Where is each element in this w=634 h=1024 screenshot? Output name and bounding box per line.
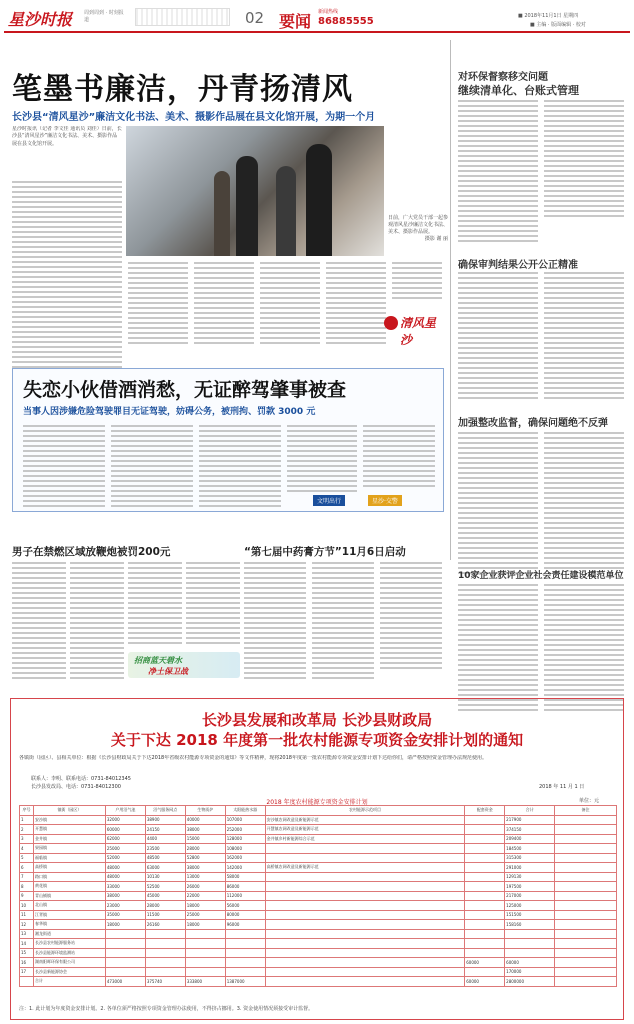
photo-caption [388, 215, 448, 243]
lead-body-text [12, 181, 122, 368]
table-header-cell: 配套资金 [465, 806, 505, 816]
table-cell [555, 815, 617, 825]
lead-byline: 星沙时报讯（记者 李文佳 通讯员 刘佳）日前，长沙县“清风星沙”廉洁文化书法、美术、摄影作品展在县文化馆开展。 [12, 126, 122, 147]
table-cell: 252000 [225, 825, 265, 835]
traffic-tag-2: 星沙·交警 [368, 495, 402, 506]
notice-title-line2: 关于下达 2018 年度第一批农村能源专项资金安排计划的通知 [110, 731, 524, 749]
table-cell: 63000 [145, 863, 185, 873]
drunk-subtitle: 当事人因涉嫌危险驾驶罪目无证驾驶，妨碍公务，被刑拘、罚款 3000 元 [23, 407, 316, 417]
table-cell [265, 901, 465, 911]
table-header-cell: 生物质炉 [185, 806, 225, 816]
table-cell: 129130 [505, 872, 555, 882]
table-cell: 1387000 [225, 977, 265, 987]
table-cell: 4 [20, 844, 34, 854]
newspaper-logo: 星沙时报 [8, 10, 73, 29]
table-cell: 15000 [185, 834, 225, 844]
table-cell [555, 853, 617, 863]
table-cell: 13000 [185, 872, 225, 882]
table-header-cell: 户用沼气池 [105, 806, 145, 816]
table-cell [465, 967, 505, 977]
oversight-body-col1 [458, 432, 538, 574]
table-cell: 5 [20, 853, 34, 863]
tcm-body-col2 [312, 562, 374, 679]
table-cell [465, 929, 505, 939]
table-row [20, 863, 617, 873]
tcm-body-col1 [244, 562, 306, 679]
tcm-body-col3 [380, 562, 442, 669]
table-cell: 18000 [185, 920, 225, 930]
table-cell [145, 967, 185, 977]
table-cell: 7 [20, 872, 34, 882]
table-cell: 金井镇 [33, 834, 105, 844]
table-cell [265, 844, 465, 854]
table-cell [555, 901, 617, 911]
table-cell [105, 958, 145, 968]
table-row [20, 872, 617, 882]
table-cell: 56000 [225, 901, 265, 911]
court-headline: 确保审判结果公开公正精准 [458, 260, 578, 271]
fireworks-body-col3 [128, 562, 182, 644]
table-cell: 40000 [185, 815, 225, 825]
table-cell [265, 920, 465, 930]
table-cell [465, 863, 505, 873]
table-cell: 125000 [505, 901, 555, 911]
table-cell: 108000 [225, 844, 265, 854]
table-cell [465, 815, 505, 825]
table-cell [225, 958, 265, 968]
table-cell [20, 977, 34, 987]
table-cell: 52500 [145, 882, 185, 892]
notice-intro: 各镇街（园区）、县相关单位：根据《长沙县财政局关于下达2018年省级农村能源专项资金的通知》等文件精神，现将2018年度第一批农村能源专项资金安排计划下达给你们，请严格按照资金管理办法规范使用。 [19, 755, 487, 761]
logo-subtitle: 周到周到 · 时刻报道 [84, 10, 124, 23]
drunk-headline: 失恋小伙借酒消愁，无证醉驾肇事被查 [23, 379, 347, 401]
lead-text-col1 [12, 126, 122, 368]
table-cell [185, 929, 225, 939]
table-cell: 151500 [505, 910, 555, 920]
oversight-body-col2 [544, 432, 624, 569]
table-cell: 107000 [225, 815, 265, 825]
table-cell: 217900 [505, 815, 555, 825]
table-cell: 60000 [505, 958, 555, 968]
table-row [20, 853, 617, 863]
table-cell [465, 853, 505, 863]
table-cell: 春华镇 [33, 920, 105, 930]
table-cell [265, 929, 465, 939]
table-cell [555, 910, 617, 920]
drunk-body-col3 [199, 425, 281, 507]
lead-body-col5 [326, 262, 386, 344]
table-cell: 18000 [105, 920, 145, 930]
table-cell [505, 939, 555, 949]
header-ornament [135, 8, 230, 26]
photo-figure [306, 144, 332, 256]
qingfeng-brand [384, 310, 446, 347]
table-cell [465, 939, 505, 949]
table-row [20, 948, 617, 958]
table-cell [265, 958, 465, 968]
table-cell: 3 [20, 834, 34, 844]
table-header-cell: 沼气服务网点 [145, 806, 185, 816]
table-cell: 197500 [505, 882, 555, 892]
table-cell [225, 939, 265, 949]
table-row [20, 882, 617, 892]
table-cell: 38000 [185, 863, 225, 873]
table-cell [465, 891, 505, 901]
drunk-body-col4 [287, 425, 357, 492]
table-cell: 209400 [505, 834, 555, 844]
table-cell [145, 939, 185, 949]
table-row [20, 825, 617, 835]
table-cell [225, 948, 265, 958]
table-cell: 38000 [185, 825, 225, 835]
table-cell: 25000 [185, 910, 225, 920]
table-cell: 11 [20, 910, 34, 920]
table-cell: 28000 [145, 901, 185, 911]
table-cell [265, 882, 465, 892]
table-cell [555, 958, 617, 968]
table-row [20, 844, 617, 854]
page-number: 02 [245, 9, 265, 27]
table-cell: 45000 [145, 891, 185, 901]
table-cell [555, 844, 617, 854]
notice-footnote: 注：1. 此计划为年度资金安排计划。2. 各单位须严格按照专项资金管理办法使用，不得挤占挪用。3. 资金使用情况须接受审计监督。 [19, 1006, 314, 1012]
campaign-slogan-2: 净土保卫战 [148, 667, 188, 676]
table-cell [105, 967, 145, 977]
table-cell: 48000 [105, 863, 145, 873]
table-cell: 184500 [505, 844, 555, 854]
env-headline-line2: 继续清单化、台账式管理 [458, 84, 579, 97]
table-cell: 福临镇 [33, 853, 105, 863]
table-row [20, 929, 617, 939]
table-cell: 60000 [465, 958, 505, 968]
table-cell [465, 901, 505, 911]
table-cell [265, 977, 465, 987]
drunk-driving-box [12, 368, 444, 512]
table-cell: 28000 [185, 844, 225, 854]
brand-label: 清风星沙 [400, 316, 437, 347]
section-title: 要闻 [279, 12, 312, 31]
env-headline-line1: 对环保督察移交问题 [458, 72, 548, 83]
table-cell [555, 929, 617, 939]
editor-line: ■ 主编 · 版面编辑 · 校对 [530, 22, 586, 28]
table-cell [555, 825, 617, 835]
table-cell [145, 948, 185, 958]
table-cell [465, 920, 505, 930]
table-cell: 33000 [105, 882, 145, 892]
table-cell: 38000 [105, 891, 145, 901]
table-cell: 291000 [505, 863, 555, 873]
table-row [20, 958, 617, 968]
table-cell: 473000 [105, 977, 145, 987]
table-cell: 60000 [105, 825, 145, 835]
table-row [20, 815, 617, 825]
fund-allocation-table [19, 805, 617, 987]
table-cell: 青山铺镇 [33, 891, 105, 901]
table-cell: 长沙县农村能源服务站 [33, 939, 105, 949]
lead-body-col6 [392, 262, 442, 299]
table-cell [265, 910, 465, 920]
env-body-col1 [458, 100, 538, 242]
table-cell: 374150 [505, 825, 555, 835]
table-cell: 23500 [145, 844, 185, 854]
table-cell: 高桥镇 [33, 863, 105, 873]
table-cell [555, 872, 617, 882]
table-cell: 12 [20, 920, 34, 930]
table-row [20, 901, 617, 911]
table-cell: 2800000 [505, 977, 555, 987]
photo-figure [214, 171, 230, 256]
table-cell: 路口镇 [33, 872, 105, 882]
table-cell: 48500 [145, 853, 185, 863]
tcm-headline: “第七届中药膏方节”11月6日启动 [244, 546, 406, 558]
table-cell: 158160 [505, 920, 555, 930]
table-cell [555, 977, 617, 987]
table-cell: 金井镇乡村新能源综合示范 [265, 834, 465, 844]
table-cell: 62000 [105, 834, 145, 844]
lead-subtitle: 长沙县“清风星沙”廉洁文化书法、美术、摄影作品展在县文化馆开展，为期一个月 [12, 112, 376, 123]
table-header-cell: 镇街（园区） [33, 806, 105, 816]
table-cell: 16 [20, 958, 34, 968]
table-cell: 4400 [145, 834, 185, 844]
drunk-body-col5 [363, 425, 435, 487]
table-cell: 26000 [185, 882, 225, 892]
table-row [20, 834, 617, 844]
notice-box [10, 698, 624, 1020]
table-cell: 江背镇 [33, 910, 105, 920]
table-row [20, 977, 617, 987]
table-cell: 10 [20, 901, 34, 911]
table-cell: 高桥镇农网改造及新能源示范 [265, 863, 465, 873]
table-cell: 合计 [33, 977, 105, 987]
campaign-slogan-1: 招商蓝天碧水 [134, 656, 182, 665]
header-rule [4, 31, 630, 33]
table-row [20, 891, 617, 901]
table-cell: 安沙镇农网改造及新能源示范 [265, 815, 465, 825]
table-cell: 15 [20, 948, 34, 958]
table-cell: 北山镇 [33, 901, 105, 911]
table-cell: 86000 [225, 882, 265, 892]
table-cell: 9 [20, 891, 34, 901]
table-cell: 湖南阳晖环保有限公司 [33, 958, 105, 968]
fireworks-body-col2 [70, 562, 124, 679]
table-cell: 26160 [145, 920, 185, 930]
table-cell [465, 834, 505, 844]
drunk-body-col1 [23, 425, 105, 507]
table-cell [225, 929, 265, 939]
table-cell: 32000 [105, 815, 145, 825]
table-cell: 80000 [225, 910, 265, 920]
table-cell [105, 929, 145, 939]
party-emblem-icon [384, 316, 398, 330]
notice-title-line1: 长沙县发展和改革局 长沙县财政局 [201, 711, 433, 729]
table-cell [465, 872, 505, 882]
fireworks-body-col4 [186, 562, 240, 644]
table-cell: 375740 [145, 977, 185, 987]
table-cell [505, 929, 555, 939]
drunk-body-col2 [111, 425, 193, 507]
table-cell [105, 939, 145, 949]
table-row [20, 939, 617, 949]
table-cell: 142000 [225, 863, 265, 873]
table-cell [465, 948, 505, 958]
table-cell [265, 939, 465, 949]
lead-body-col4 [260, 262, 320, 344]
table-cell [145, 958, 185, 968]
table-cell [555, 920, 617, 930]
table-cell: 8 [20, 882, 34, 892]
table-cell [555, 967, 617, 977]
env-campaign-banner [128, 652, 240, 678]
table-cell [185, 967, 225, 977]
table-cell: 6 [20, 863, 34, 873]
table-header-cell: 太阳能热水器 [225, 806, 265, 816]
table-row [20, 910, 617, 920]
fireworks-body-col1 [12, 562, 66, 679]
table-cell: 湘龙街道 [33, 929, 105, 939]
court-body-col2 [544, 272, 624, 399]
table-header-row [20, 806, 617, 816]
table-cell: 14 [20, 939, 34, 949]
table-cell [465, 844, 505, 854]
table-cell: 112000 [225, 891, 265, 901]
masthead [0, 0, 634, 34]
table-cell [265, 967, 465, 977]
table-cell: 58000 [225, 872, 265, 882]
table-cell [555, 948, 617, 958]
table-cell: 18000 [185, 901, 225, 911]
table-cell: 11500 [145, 910, 185, 920]
table-cell: 开慧镇 [33, 825, 105, 835]
notice-contact-1: 联系人：李明、联系电话：0731-84012345 [31, 776, 131, 782]
table-cell: 长沙县新能源协会 [33, 967, 105, 977]
photo-figure [276, 166, 296, 256]
lead-headline: 笔墨书廉洁，丹青扬清风 [12, 72, 353, 107]
env-body-col2 [544, 100, 624, 217]
csr-headline: 10家企业获评企业社会责任建设模范单位 [458, 571, 624, 581]
table-cell: 开慧镇农网改造及新能源示范 [265, 825, 465, 835]
table-cell: 170000 [505, 967, 555, 977]
table-row [20, 967, 617, 977]
lead-photo [126, 126, 384, 256]
table-cell: 128000 [225, 834, 265, 844]
table-cell: 24150 [145, 825, 185, 835]
table-cell: 162000 [225, 853, 265, 863]
notice-contact-2: 长沙县发改局、电话：0731-84012300 [31, 784, 121, 790]
lead-body-col2 [128, 262, 188, 344]
table-header-cell: 备注 [555, 806, 617, 816]
table-cell: 长沙县能源环境监测站 [33, 948, 105, 958]
table-cell [465, 825, 505, 835]
caption-credit: 摄影 谢 丽 [424, 236, 448, 242]
issue-date: ■ 2018年11月1日 星期四 [518, 13, 579, 19]
table-cell: 25000 [105, 844, 145, 854]
table-cell [555, 891, 617, 901]
table-cell [555, 863, 617, 873]
table-cell: 果园镇 [33, 844, 105, 854]
csr-body-col1 [458, 584, 538, 711]
table-cell: 23000 [105, 901, 145, 911]
table-cell [265, 853, 465, 863]
table-cell [185, 948, 225, 958]
table-cell [265, 872, 465, 882]
table-title: 2018 年度农村能源专项资金安排计划 [266, 799, 368, 806]
table-cell [145, 929, 185, 939]
table-cell [465, 910, 505, 920]
table-cell [265, 891, 465, 901]
table-cell [555, 882, 617, 892]
table-cell: 48000 [105, 872, 145, 882]
photo-figure [236, 156, 258, 256]
hotline-number: 86885555 [318, 16, 374, 27]
table-cell [555, 939, 617, 949]
table-cell: 333800 [185, 977, 225, 987]
fireworks-headline: 男子在禁燃区域放鞭炮被罚200元 [12, 546, 171, 558]
table-cell: 217000 [505, 891, 555, 901]
table-cell [185, 958, 225, 968]
table-header-cell: 合计 [505, 806, 555, 816]
table-cell: 黄花镇 [33, 882, 105, 892]
table-cell [105, 948, 145, 958]
table-cell [225, 967, 265, 977]
lead-body-col3 [194, 262, 254, 344]
table-cell: 22000 [185, 891, 225, 901]
table-row [20, 920, 617, 930]
table-cell: 10130 [145, 872, 185, 882]
table-header-cell: 农村能源示范项目 [265, 806, 465, 816]
table-cell [265, 948, 465, 958]
table-cell [185, 939, 225, 949]
caption-text: 日前，广大党员干部一起参观清风星沙廉洁文化书法、美术、摄影作品展。 [388, 215, 449, 235]
notice-date: 2018 年 11 月 1 日 [539, 784, 585, 790]
table-cell: 35000 [105, 910, 145, 920]
table-cell: 60000 [465, 977, 505, 987]
table-cell: 52000 [105, 853, 145, 863]
table-cell: 1 [20, 815, 34, 825]
right-column-divider [450, 40, 451, 560]
table-cell: 安沙镇 [33, 815, 105, 825]
table-cell: 2 [20, 825, 34, 835]
table-cell: 52800 [185, 853, 225, 863]
hotline-label: 新闻热线 [318, 9, 339, 15]
table-unit: 单位：元 [579, 798, 600, 804]
table-cell: 17 [20, 967, 34, 977]
table-cell [505, 948, 555, 958]
table-header-cell: 序号 [20, 806, 34, 816]
table-cell: 96000 [225, 920, 265, 930]
table-cell: 38900 [145, 815, 185, 825]
oversight-headline: 加强整改监督，确保问题绝不反弹 [458, 418, 608, 429]
table-cell [555, 834, 617, 844]
traffic-tag-1: 文明出行 [313, 495, 345, 506]
table-body [20, 815, 617, 986]
csr-body-col2 [544, 584, 624, 711]
table-cell: 13 [20, 929, 34, 939]
table-cell: 315300 [505, 853, 555, 863]
court-body-col1 [458, 272, 538, 399]
table-cell [465, 882, 505, 892]
